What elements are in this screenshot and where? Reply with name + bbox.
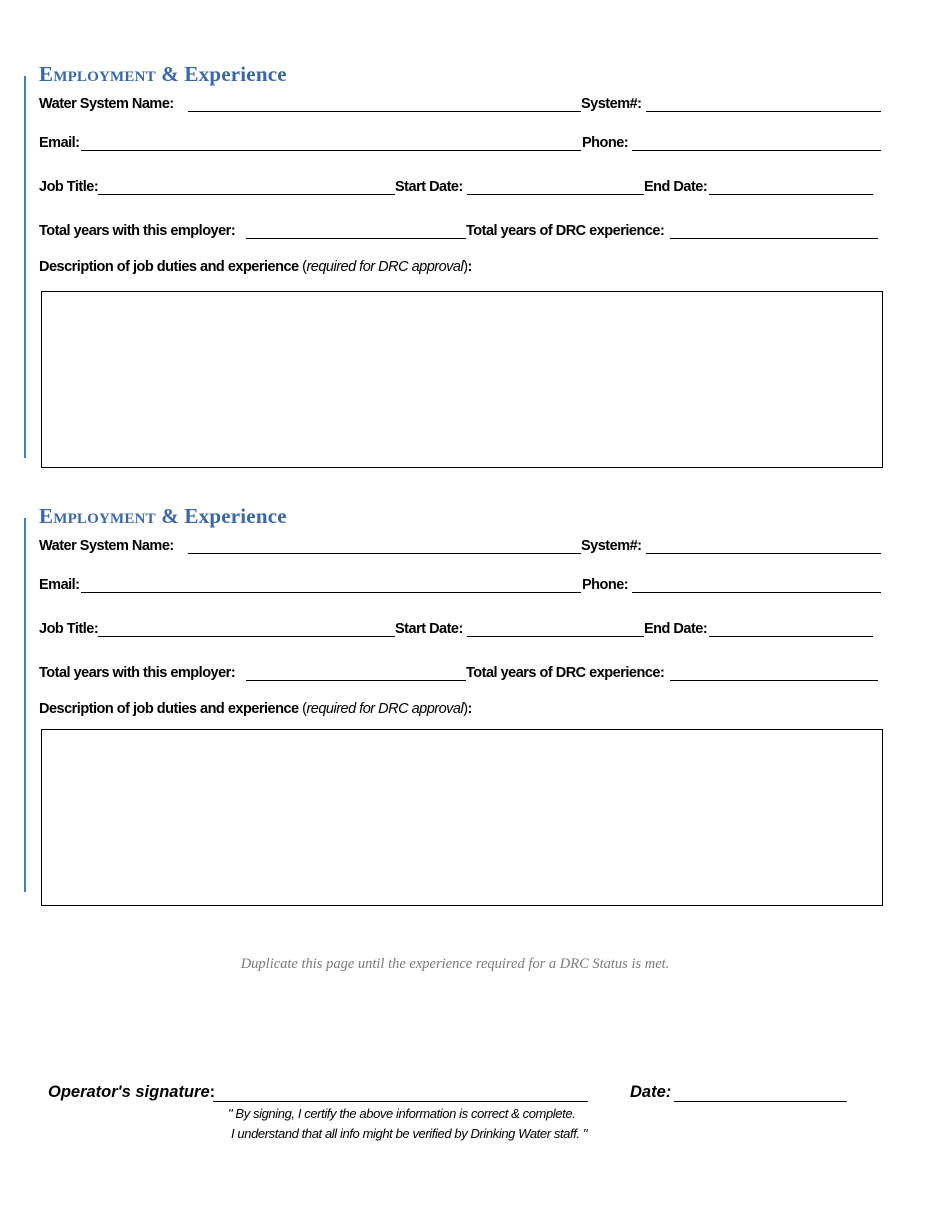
system-number-label: System#: bbox=[581, 96, 642, 112]
years-employer-line[interactable] bbox=[246, 238, 466, 239]
heading-rest: & Experience bbox=[155, 504, 287, 528]
email-label: Email: bbox=[39, 135, 80, 151]
description-required-note: required for DRC approval bbox=[306, 259, 464, 275]
signature-label-text: Operator's signature bbox=[48, 1083, 210, 1101]
employment-section-1 bbox=[0, 0, 950, 440]
description-open-paren: ( bbox=[298, 259, 307, 275]
description-required-note: required for DRC approval bbox=[306, 701, 464, 717]
phone-field[interactable] bbox=[582, 571, 881, 593]
years-drc-field[interactable] bbox=[466, 659, 878, 681]
water-system-name-line[interactable] bbox=[188, 111, 581, 112]
description-label bbox=[39, 259, 472, 275]
job-title-line[interactable] bbox=[98, 194, 395, 195]
phone-field[interactable] bbox=[582, 129, 881, 151]
years-employer-field[interactable] bbox=[39, 217, 466, 239]
duplicate-page-note: Duplicate this page until the experience required for a DRC Status is met. bbox=[240, 956, 670, 972]
description-open-paren: ( bbox=[298, 701, 307, 717]
years-drc-label: Total years of DRC experience: bbox=[466, 665, 665, 681]
end-date-line[interactable] bbox=[709, 636, 873, 637]
water-system-name-label: Water System Name: bbox=[39, 538, 174, 554]
heading-rest: & Experience bbox=[155, 62, 287, 86]
water-system-name-field[interactable] bbox=[39, 532, 581, 554]
description-label-text: Description of job duties and experience bbox=[39, 701, 299, 717]
job-title-label: Job Title: bbox=[39, 179, 99, 195]
years-employer-label: Total years with this employer: bbox=[39, 223, 236, 239]
section-accent-bar bbox=[24, 518, 26, 892]
years-employer-line[interactable] bbox=[246, 680, 466, 681]
heading-small-caps: Employment bbox=[39, 62, 156, 86]
operator-signature-line[interactable] bbox=[213, 1101, 588, 1102]
description-close-paren: ) bbox=[463, 259, 468, 275]
start-date-label: Start Date: bbox=[395, 621, 463, 637]
end-date-field[interactable] bbox=[644, 615, 873, 637]
start-date-field[interactable] bbox=[395, 173, 644, 195]
job-title-line[interactable] bbox=[98, 636, 395, 637]
heading-small-caps: Employment bbox=[39, 504, 156, 528]
job-description-textarea[interactable] bbox=[41, 729, 883, 906]
system-number-line[interactable] bbox=[646, 111, 881, 112]
water-system-name-field[interactable] bbox=[39, 90, 581, 112]
email-line[interactable] bbox=[81, 592, 581, 593]
job-title-field[interactable] bbox=[39, 615, 395, 637]
date-label: Date: bbox=[630, 1083, 672, 1101]
start-date-field[interactable] bbox=[395, 615, 644, 637]
certify-line-2: I understand that all info might be verified by Drinking Water staff. " bbox=[231, 1126, 588, 1141]
water-system-name-line[interactable] bbox=[188, 553, 581, 554]
job-title-label: Job Title: bbox=[39, 621, 99, 637]
years-drc-line[interactable] bbox=[670, 238, 878, 239]
description-colon: : bbox=[467, 701, 472, 717]
phone-line[interactable] bbox=[632, 150, 881, 151]
end-date-label: End Date: bbox=[644, 621, 708, 637]
system-number-field[interactable] bbox=[581, 532, 881, 554]
end-date-label: End Date: bbox=[644, 179, 708, 195]
description-label bbox=[39, 701, 472, 717]
start-date-line[interactable] bbox=[467, 194, 644, 195]
start-date-label: Start Date: bbox=[395, 179, 463, 195]
years-drc-line[interactable] bbox=[670, 680, 878, 681]
certify-line-1: " By signing, I certify the above information is correct & complete. bbox=[228, 1106, 576, 1121]
years-employer-label: Total years with this employer: bbox=[39, 665, 236, 681]
email-field[interactable] bbox=[39, 571, 581, 593]
phone-label: Phone: bbox=[582, 577, 629, 593]
system-number-field[interactable] bbox=[581, 90, 881, 112]
section-heading bbox=[39, 504, 287, 529]
end-date-line[interactable] bbox=[709, 194, 873, 195]
start-date-line[interactable] bbox=[467, 636, 644, 637]
description-label-text: Description of job duties and experience bbox=[39, 259, 299, 275]
years-employer-field[interactable] bbox=[39, 659, 466, 681]
phone-line[interactable] bbox=[632, 592, 881, 593]
phone-label: Phone: bbox=[582, 135, 629, 151]
email-line[interactable] bbox=[81, 150, 581, 151]
section-accent-bar bbox=[24, 76, 26, 458]
signature-colon: : bbox=[209, 1083, 216, 1101]
end-date-field[interactable] bbox=[644, 173, 873, 195]
years-drc-field[interactable] bbox=[466, 217, 878, 239]
water-system-name-label: Water System Name: bbox=[39, 96, 174, 112]
description-close-paren: ) bbox=[463, 701, 468, 717]
section-heading bbox=[39, 62, 287, 87]
system-number-line[interactable] bbox=[646, 553, 881, 554]
signature-date-line[interactable] bbox=[674, 1101, 847, 1102]
email-field[interactable] bbox=[39, 129, 581, 151]
years-drc-label: Total years of DRC experience: bbox=[466, 223, 665, 239]
employment-section-2 bbox=[0, 442, 950, 882]
description-colon: : bbox=[467, 259, 472, 275]
system-number-label: System#: bbox=[581, 538, 642, 554]
job-title-field[interactable] bbox=[39, 173, 395, 195]
operator-signature-label bbox=[48, 1083, 215, 1102]
email-label: Email: bbox=[39, 577, 80, 593]
